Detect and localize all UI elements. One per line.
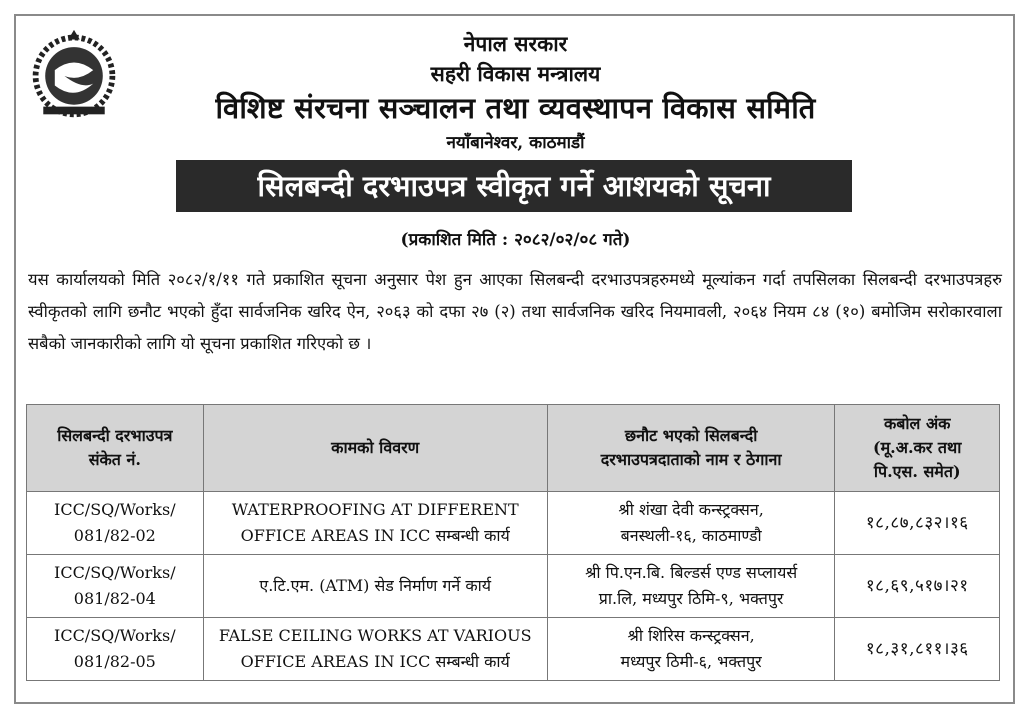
office-address: नयाँबानेश्वर, काठमाडौं	[446, 133, 585, 153]
selected-bids-table	[26, 404, 1000, 681]
work-description: ए.टि.एम. (ATM) सेड निर्माण गर्ने कार्य	[203, 555, 547, 618]
header-bidder: छनौट भएको सिलबन्दी दरभाउपत्रदाताको नाम र ठेगाना	[547, 405, 835, 492]
header-work-description: कामको विवरण	[203, 405, 547, 492]
bid-amount: १८,६९,५१७।२१	[835, 555, 1000, 618]
bid-amount: १८,८७,८३२।१६	[835, 492, 1000, 555]
header-bid-amount: कबोल अंक (मू.अ.कर तथा पि.एस. समेत)	[835, 405, 1000, 492]
notice-body	[28, 264, 1002, 360]
notice-title-banner: सिलबन्दी दरभाउपत्र स्वीकृत गर्ने आशयको सूचना	[176, 160, 852, 212]
bid-code: ICC/SQ/Works/ 081/82-04	[27, 555, 204, 618]
table-row	[27, 492, 1000, 555]
header-bid-code: सिलबन्दी दरभाउपत्र संकेत नं.	[27, 405, 204, 492]
bid-code: ICC/SQ/Works/ 081/82-05	[27, 618, 204, 681]
government-name: नेपाल सरकार	[463, 31, 568, 56]
bid-code: ICC/SQ/Works/ 081/82-02	[27, 492, 204, 555]
table-row	[27, 555, 1000, 618]
bidder-name-address: श्री शिरिस कन्स्ट्रक्सन, मध्यपुर ठिमी-६, भक्तपुर	[547, 618, 835, 681]
work-description: FALSE CEILING WORKS AT VARIOUS OFFICE AREAS IN ICC सम्बन्धी कार्य	[203, 618, 547, 681]
work-description: WATERPROOFING AT DIFFERENT OFFICE AREAS IN ICC सम्बन्धी कार्य	[203, 492, 547, 555]
ministry-name: सहरी विकास मन्त्रालय	[430, 61, 601, 86]
table-header-row	[27, 405, 1000, 492]
notice-paragraph: यस कार्यालयको मिति २०८२/१/११ गते प्रकाशित सूचना अनुसार पेश हुन आएका सिलबन्दी दरभाउपत्रहरुमध्ये मूल्यांकन गर्दा तपसिलका सिलबन्दी दरभाउपत्रहरु स्वीकृतको लागि छनौट भएको हुँदा सार्वजनिक खरिद ऐन, २०६३ को दफा २७ (२) तथा सार्वजनिक खरिद नियमावली, २०६४ नियम ८४ (१०) बमोजिम सरोकारवाला सबैको जानकारीको लागि यो सूचना प्रकाशित गरिएको छ ।	[28, 270, 1002, 353]
bidder-name-address: श्री पि.एन.बि. बिल्डर्स एण्ड सप्लायर्स प्रा.लि, मध्यपुर ठिमि-९, भक्तपुर	[547, 555, 835, 618]
published-date: (प्रकाशित मिति : २०८२/०२/०८ गते)	[400, 230, 631, 250]
bid-amount: १८,३१,८११।३६	[835, 618, 1000, 681]
bidder-name-address: श्री शंखा देवी कन्स्ट्रक्सन, बनस्थली-१६, काठमाण्डौ	[547, 492, 835, 555]
table-row	[27, 618, 1000, 681]
committee-name: विशिष्ट संरचना सञ्चालन तथा व्यवस्थापन विकास समिति	[215, 91, 816, 125]
